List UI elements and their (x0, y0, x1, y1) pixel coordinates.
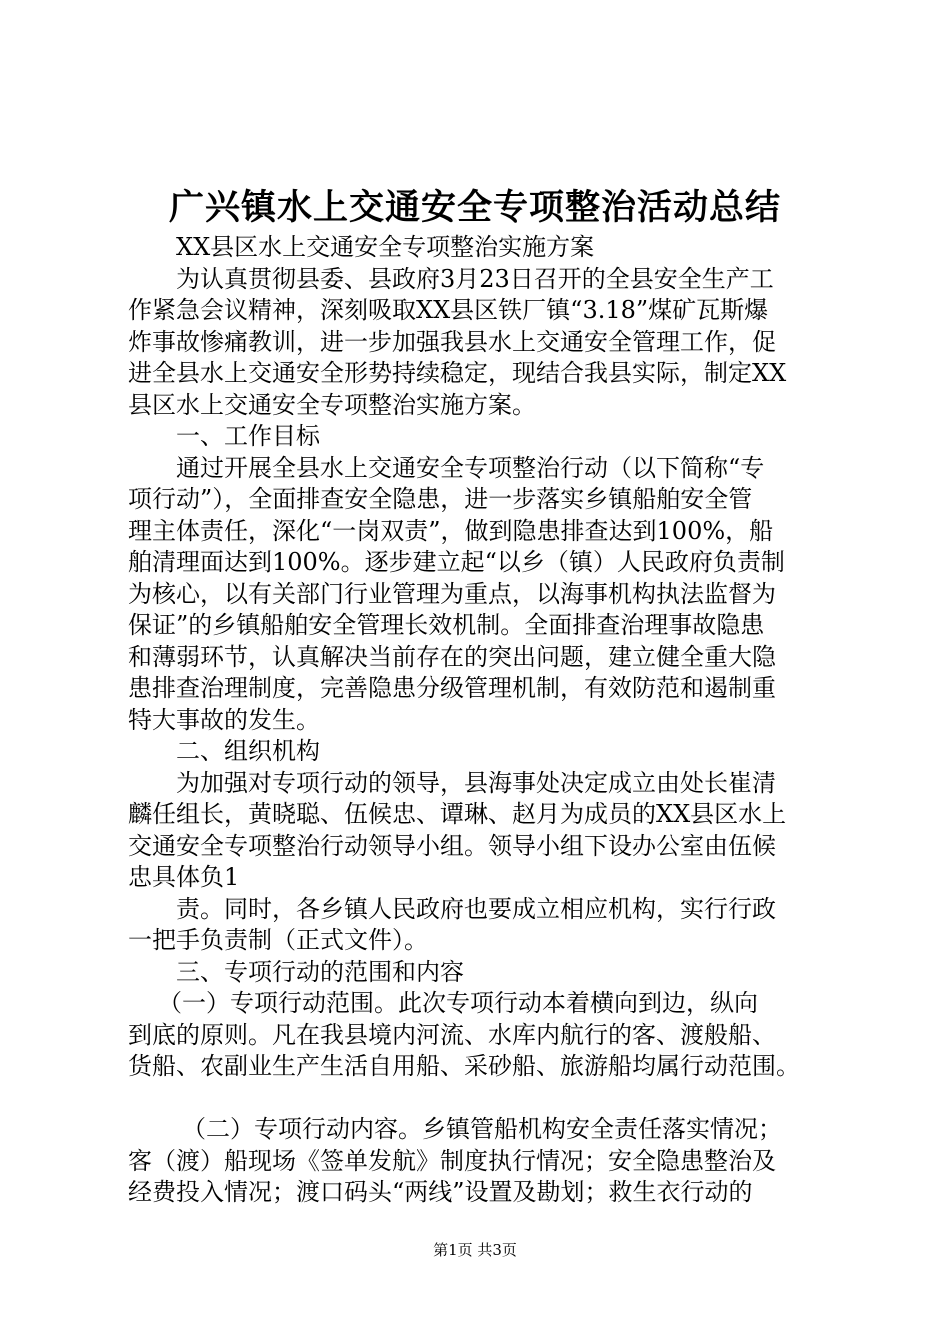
blank-line (128, 1083, 832, 1115)
paragraph-line: 客（渡）船现场《签单发航》制度执行情况；安全隐患整治及 (128, 1146, 776, 1175)
paragraph-line: 项行动”），全面排查安全隐患，进一步落实乡镇船舶安全管 (128, 485, 753, 513)
paragraph-line: 一把手负责制（正式文件）。 (128, 926, 428, 954)
paragraph-line: 患排查治理制度，完善隐患分级管理机制，有效防范和遏制重 (128, 674, 776, 702)
paragraph-line: 为加强对专项行动的领导，县海事处决定成立由处长崔清 (176, 768, 776, 797)
paragraph-line: 保证”的乡镇船舶安全管理长效机制。全面排查治理事故隐患 (128, 611, 765, 639)
paragraph-line: 通过开展全县水上交通安全专项整治行动（以下简称“专 (176, 453, 765, 482)
paragraph-line: 舶清理面达到100%。逐步建立起“以乡（镇）人民政府负责制 (128, 548, 785, 576)
subtitle-line: XX县区水上交通安全专项整治实施方案 (176, 233, 595, 261)
paragraph-line: （一）专项行动范围。此次专项行动本着横向到边，纵向 (158, 989, 758, 1017)
paragraph-line: 经费投入情况；渡口码头“两线”设置及勘划；救生衣行动的 (128, 1178, 753, 1206)
paragraph-line: 和薄弱环节，认真解决当前存在的突出问题，建立健全重大隐 (128, 642, 776, 671)
paragraph-line: 炸事故惨痛教训，进一步加强我县水上交通安全管理工作，促 (128, 327, 776, 356)
paragraph-line: 为认真贯彻县委、县政府3月23日召开的全县安全生产工 (176, 264, 774, 293)
paragraph-line: 责。同时，各乡镇人民政府也要成立相应机构，实行行政 (176, 894, 776, 923)
paragraph-line: 进全县水上交通安全形势持续稳定，现结合我县实际，制定XX (128, 359, 787, 387)
paragraph-line: 为核心，以有关部门行业管理为重点，以海事机构执法监督为 (128, 579, 776, 608)
paragraph-line: 忠具体负1 (128, 863, 240, 891)
document-body (128, 232, 832, 1209)
paragraph-line: 货船、农副业生产生活自用船、采砂船、旅游船均属行动范围。 (128, 1052, 800, 1080)
paragraph-line: 特大事故的发生。 (128, 705, 320, 734)
paragraph-line: 县区水上交通安全专项整治实施方案。 (128, 390, 536, 419)
section-heading: 二、组织机构 (176, 737, 320, 765)
paragraph-line: （二）专项行动内容。乡镇管船机构安全责任落实情况； (182, 1115, 782, 1143)
paragraph-line: 作紧急会议精神，深刻吸取XX县区铁厂镇“3.18”煤矿瓦斯爆 (128, 296, 769, 324)
paragraph-line: 交通安全专项整治行动领导小组。领导小组下设办公室由伍候 (128, 831, 776, 860)
page-footer: 第1页 共3页 (433, 1241, 517, 1259)
paragraph-line: 麟任组长，黄晓聪、伍候忠、谭琳、赵月为成员的XX县区水上 (128, 800, 787, 828)
section-heading: 一、工作目标 (176, 422, 320, 450)
paragraph-line: 理主体责任，深化“一岗双责”，做到隐患排查达到100%，船 (128, 516, 774, 545)
section-heading: 三、专项行动的范围和内容 (176, 957, 464, 986)
paragraph-line: 到底的原则。凡在我县境内河流、水库内航行的客、渡般船、 (128, 1020, 776, 1049)
document-title: 广兴镇水上交通安全专项整治活动总结 (168, 188, 781, 228)
